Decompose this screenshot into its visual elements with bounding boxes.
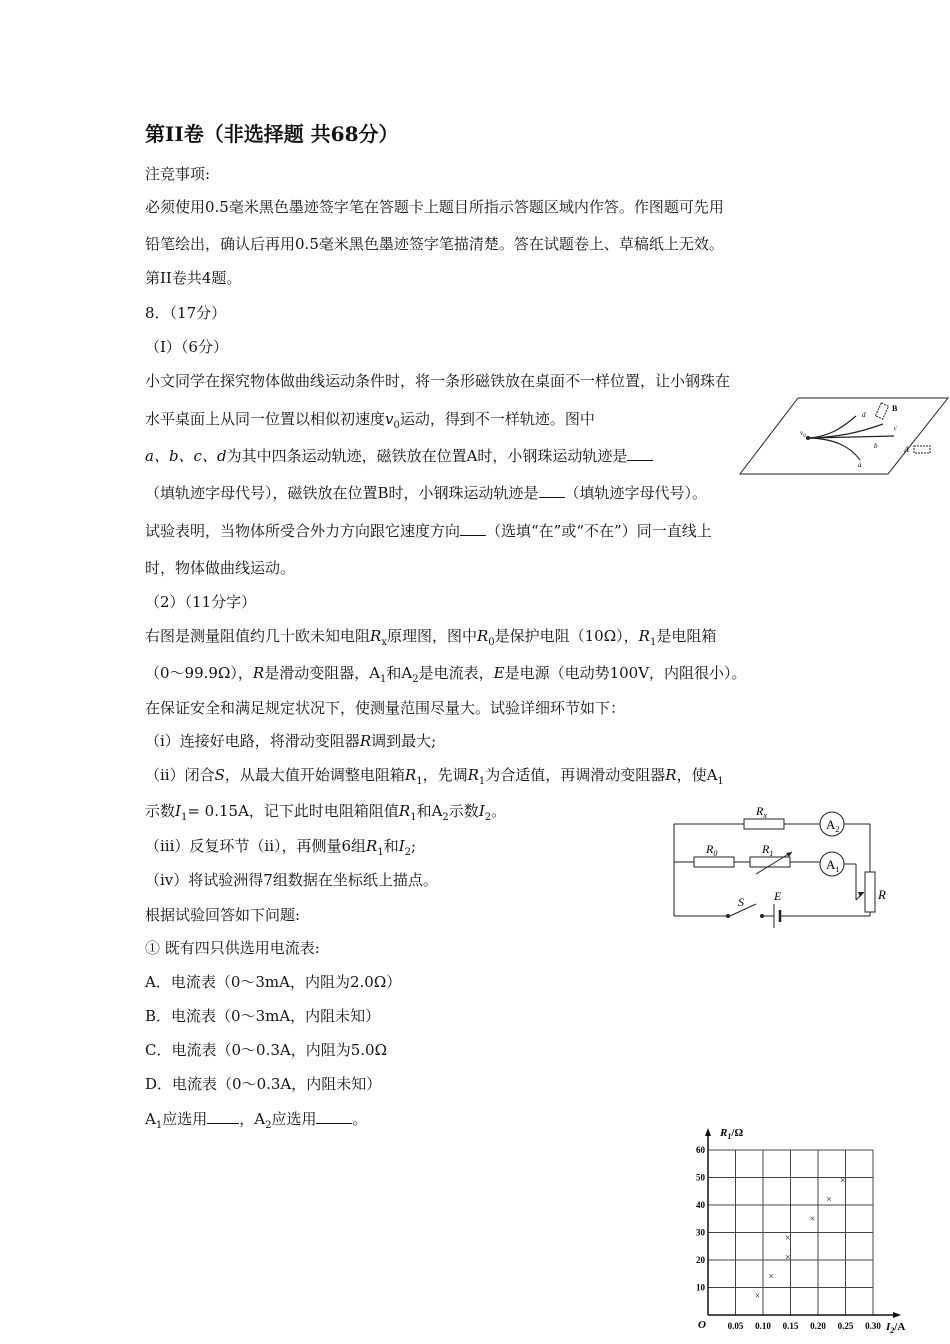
rx-resistor	[744, 819, 784, 829]
r1-subscript: 1	[416, 776, 423, 787]
text: 是滑动变阻器，A	[264, 664, 381, 682]
v-symbol: v	[385, 410, 394, 428]
x-tick-label: 0.05	[727, 1321, 744, 1331]
text: ，从最大值开始调整电阻箱	[224, 766, 405, 784]
part-2-line-2	[145, 663, 747, 690]
label-s: S	[738, 895, 744, 909]
text: 右图是测量阻值约几十欧未知电阻	[145, 627, 371, 645]
text: 示数	[448, 802, 479, 820]
a1-label: A	[145, 1110, 156, 1128]
text: 应选用	[271, 1110, 317, 1128]
text: 试验表明，当物体所受合外力方向跟它速度方向	[145, 522, 461, 540]
chart-points	[755, 1175, 846, 1302]
r1-symbol: R	[366, 837, 378, 855]
text: 调到最大;	[371, 732, 437, 750]
r1-symbol: R	[398, 802, 411, 820]
y-tick-label: 20	[696, 1255, 705, 1265]
text: ，A	[239, 1110, 266, 1128]
data-point: ×	[826, 1194, 832, 1206]
x-tick-label: 0.15	[782, 1321, 799, 1331]
switch-terminal	[760, 914, 764, 918]
x-axis-arrow	[893, 1312, 901, 1318]
rheostat-slider-arrow	[858, 892, 864, 897]
label-position-a: A	[904, 445, 909, 454]
trajectory-letters: a、b、c、d	[145, 447, 227, 465]
label-r0: $R_0$	[706, 842, 718, 858]
text: 和	[383, 837, 399, 855]
i1-symbol: I	[175, 802, 181, 820]
text: 是电流表，	[418, 664, 494, 682]
y-tick-label: 40	[696, 1200, 705, 1210]
data-point: ×	[809, 1213, 816, 1225]
answer-blank-b[interactable]	[539, 483, 565, 498]
text: 应选用	[162, 1110, 208, 1128]
rheostat-r	[865, 872, 875, 912]
magnet-position-a	[914, 446, 930, 453]
notes-header: 注竞事项:	[145, 165, 211, 183]
label-rx: $R_x$	[756, 804, 767, 820]
text: 是保护电阻（10Ω），	[494, 627, 639, 645]
v-subscript: 0	[393, 420, 400, 431]
text: ，使A	[676, 766, 718, 784]
part-2-line-1	[145, 626, 716, 653]
a1-subscript: 1	[155, 1120, 163, 1131]
notes-line-3: 第II卷共4题。	[145, 269, 242, 287]
i2-symbol: I	[478, 802, 485, 820]
step-1	[145, 731, 436, 751]
text: （ii）闭合	[145, 766, 215, 784]
i1-subscript: 1	[180, 812, 188, 823]
table-surface	[740, 398, 948, 474]
y-tick-label: 10	[696, 1282, 705, 1293]
section-title: 第II卷（非选择题 共68分）	[145, 122, 399, 146]
text: ;	[411, 837, 417, 855]
text: 水平桌面上从同一位置以相似初速度	[145, 410, 386, 428]
text: （iii）反复环节（ii），再侧量6组	[145, 837, 367, 855]
step-2	[145, 765, 724, 792]
label-r: R	[878, 887, 886, 902]
label-e: E	[774, 889, 782, 903]
text: （填轨迹字母代号）。	[564, 484, 708, 502]
step-3	[145, 836, 416, 863]
r1-symbol: R	[467, 766, 479, 784]
notes-line-2: 铅笔绘出，确认后再用0.5毫米黑色墨迹签字笔描清楚。答在试题卷上、草稿纸上无效。	[145, 235, 724, 253]
text: 。	[491, 802, 507, 820]
a2-subscript: 2	[442, 812, 449, 823]
y-axis-label: $R_1/\Omega$	[720, 1127, 744, 1141]
rx-subscript: x	[381, 637, 387, 648]
label-r1: $R_1$	[762, 842, 774, 858]
text: （选填“在”或“不在”）同一直线上	[486, 522, 712, 540]
part-1-line-4	[145, 483, 707, 503]
text: （i）连接好电路，将滑动变阻器	[145, 732, 360, 750]
text: 原理图，图中	[386, 627, 477, 645]
option-d: D．电流表（0～0.3A，内阻未知）	[145, 1075, 382, 1093]
text: （0～99.9Ω），	[145, 664, 253, 682]
text: 运动，得到不一样轨迹。图中	[399, 410, 595, 428]
question-8-header: 8．（17分）	[145, 304, 227, 322]
r0-resistor	[694, 857, 734, 867]
i2-subscript: 2	[404, 847, 412, 858]
r1-symbol: R	[404, 766, 417, 784]
question-1-intro: ① 既有四只供选用电流表:	[145, 939, 320, 957]
option-c: C．电流表（0～0.3A，内阻为5.0Ω	[145, 1041, 388, 1059]
r1-subscript: 1	[478, 776, 486, 787]
x-axis-label: $I_2/A$	[886, 1321, 906, 1335]
i2-symbol: I	[398, 837, 405, 855]
text: 为合适值，再调滑动变阻器	[485, 766, 666, 784]
y-tick-label: 60	[696, 1145, 705, 1155]
origin-label: O	[698, 1319, 706, 1331]
data-point: ×	[784, 1233, 791, 1244]
r-symbol: R	[665, 766, 677, 784]
x-tick-label: 0.10	[755, 1321, 771, 1331]
part-1-line-6: 时，物体做曲线运动。	[145, 559, 296, 577]
part-1-line-5	[145, 521, 712, 541]
label-d: d	[862, 411, 866, 419]
answer-blank-c[interactable]	[460, 521, 486, 536]
text: ，先调	[422, 766, 468, 784]
text: 。	[352, 1110, 368, 1128]
v0-label: $v_0$	[800, 429, 806, 439]
notes-line-1: 必须使用0.5毫米黑色墨迹签字笔在答题卡上题目所指示答题区域内作答。作图题可先用	[145, 198, 724, 216]
answer-intro: 根据试验回答如下问题:	[145, 906, 301, 924]
r1-adjust-arrow	[786, 852, 792, 857]
magnet-trajectory-figure	[738, 396, 950, 478]
r1-subscript: 1	[649, 637, 657, 648]
circuit-diagram	[668, 800, 894, 928]
option-a: A．电流表（0～3mA，内阻为2.0Ω）	[145, 973, 402, 991]
e-symbol: E	[493, 664, 505, 682]
option-b: B．电流表（0～3mA，内阻未知）	[145, 1007, 381, 1025]
chart-axes	[705, 1128, 901, 1318]
label-position-b: B	[892, 404, 898, 413]
label-b: b	[874, 442, 878, 450]
r0-symbol: R	[476, 627, 489, 645]
x-tick-label: 0.30	[865, 1321, 881, 1331]
label-a: a	[858, 461, 862, 469]
text: 和A	[416, 802, 443, 820]
part-2-line-3: 在保证安全和满足规定状况下，使测量范围尽量大。试验详细环节如下：	[145, 699, 626, 717]
part-1-line-1: 小文同学在探究物体做曲线运动条件时，将一条形磁铁放在桌面不一样位置，让小钢珠在	[145, 372, 731, 390]
label-a2: $A_2$	[826, 817, 840, 834]
r-symbol: R	[359, 732, 372, 750]
part-1-header: （I）（6分）	[145, 338, 228, 356]
trajectory-a	[810, 438, 860, 460]
text: 是电源（电动势100V，内阻很小）。	[504, 664, 747, 682]
label-c: c	[894, 424, 898, 432]
text: 为其中四条运动轨迹，磁铁放在位置A时，小钢珠运动轨迹是	[226, 447, 628, 465]
answer-blank-a[interactable]	[627, 446, 653, 461]
y-tick-label: 30	[696, 1227, 705, 1238]
steel-ball	[806, 436, 810, 440]
a2-subscript: 2	[265, 1120, 272, 1131]
r0-subscript: 0	[488, 637, 495, 648]
data-point: ×	[784, 1252, 791, 1264]
text: 和A	[386, 664, 413, 682]
i2-subscript: 2	[484, 812, 492, 823]
r1-subscript: 1	[377, 847, 384, 858]
step-4: （iv）将试验洲得7组数据在坐标纸上描点。	[145, 871, 438, 889]
x-tick-label: 0.25	[837, 1321, 854, 1331]
y-tick-label: 50	[696, 1172, 705, 1183]
step-2-continued	[145, 801, 506, 828]
label-a1: $A_1$	[826, 857, 840, 874]
r1-vs-i2-chart	[690, 1120, 924, 1344]
y-axis-arrow	[705, 1128, 711, 1136]
trajectory-d	[810, 416, 856, 438]
data-point: ×	[768, 1271, 775, 1283]
ammeter-choice-line	[145, 1109, 367, 1136]
r1-subscript: 1	[410, 812, 417, 823]
a1-subscript: 1	[380, 674, 387, 685]
text: = 0.15A，记下此时电阻箱阻值	[187, 802, 399, 820]
s-symbol: S	[214, 766, 225, 784]
data-point: ×	[754, 1290, 761, 1302]
switch-terminal	[726, 914, 730, 918]
x-tick-label: 0.20	[810, 1321, 826, 1331]
text: 是电阻箱	[656, 627, 717, 645]
part-2-header: （2）（11分字）	[145, 593, 257, 611]
part-1-line-2	[145, 409, 595, 436]
r-symbol: R	[252, 664, 265, 682]
rx-symbol: R	[370, 627, 382, 645]
magnet-position-b	[875, 403, 888, 419]
answer-blank-a1[interactable]	[207, 1109, 239, 1124]
data-point: ×	[839, 1175, 846, 1187]
r1-symbol: R	[638, 627, 650, 645]
text: （填轨迹字母代号），磁铁放在位置B时，小钢珠运动轨迹是	[145, 484, 539, 502]
text: 示数	[145, 802, 176, 820]
a2-subscript: 2	[412, 674, 419, 685]
a1-subscript: 1	[717, 776, 724, 787]
answer-blank-a2[interactable]	[316, 1109, 352, 1124]
part-1-line-3	[145, 446, 653, 466]
